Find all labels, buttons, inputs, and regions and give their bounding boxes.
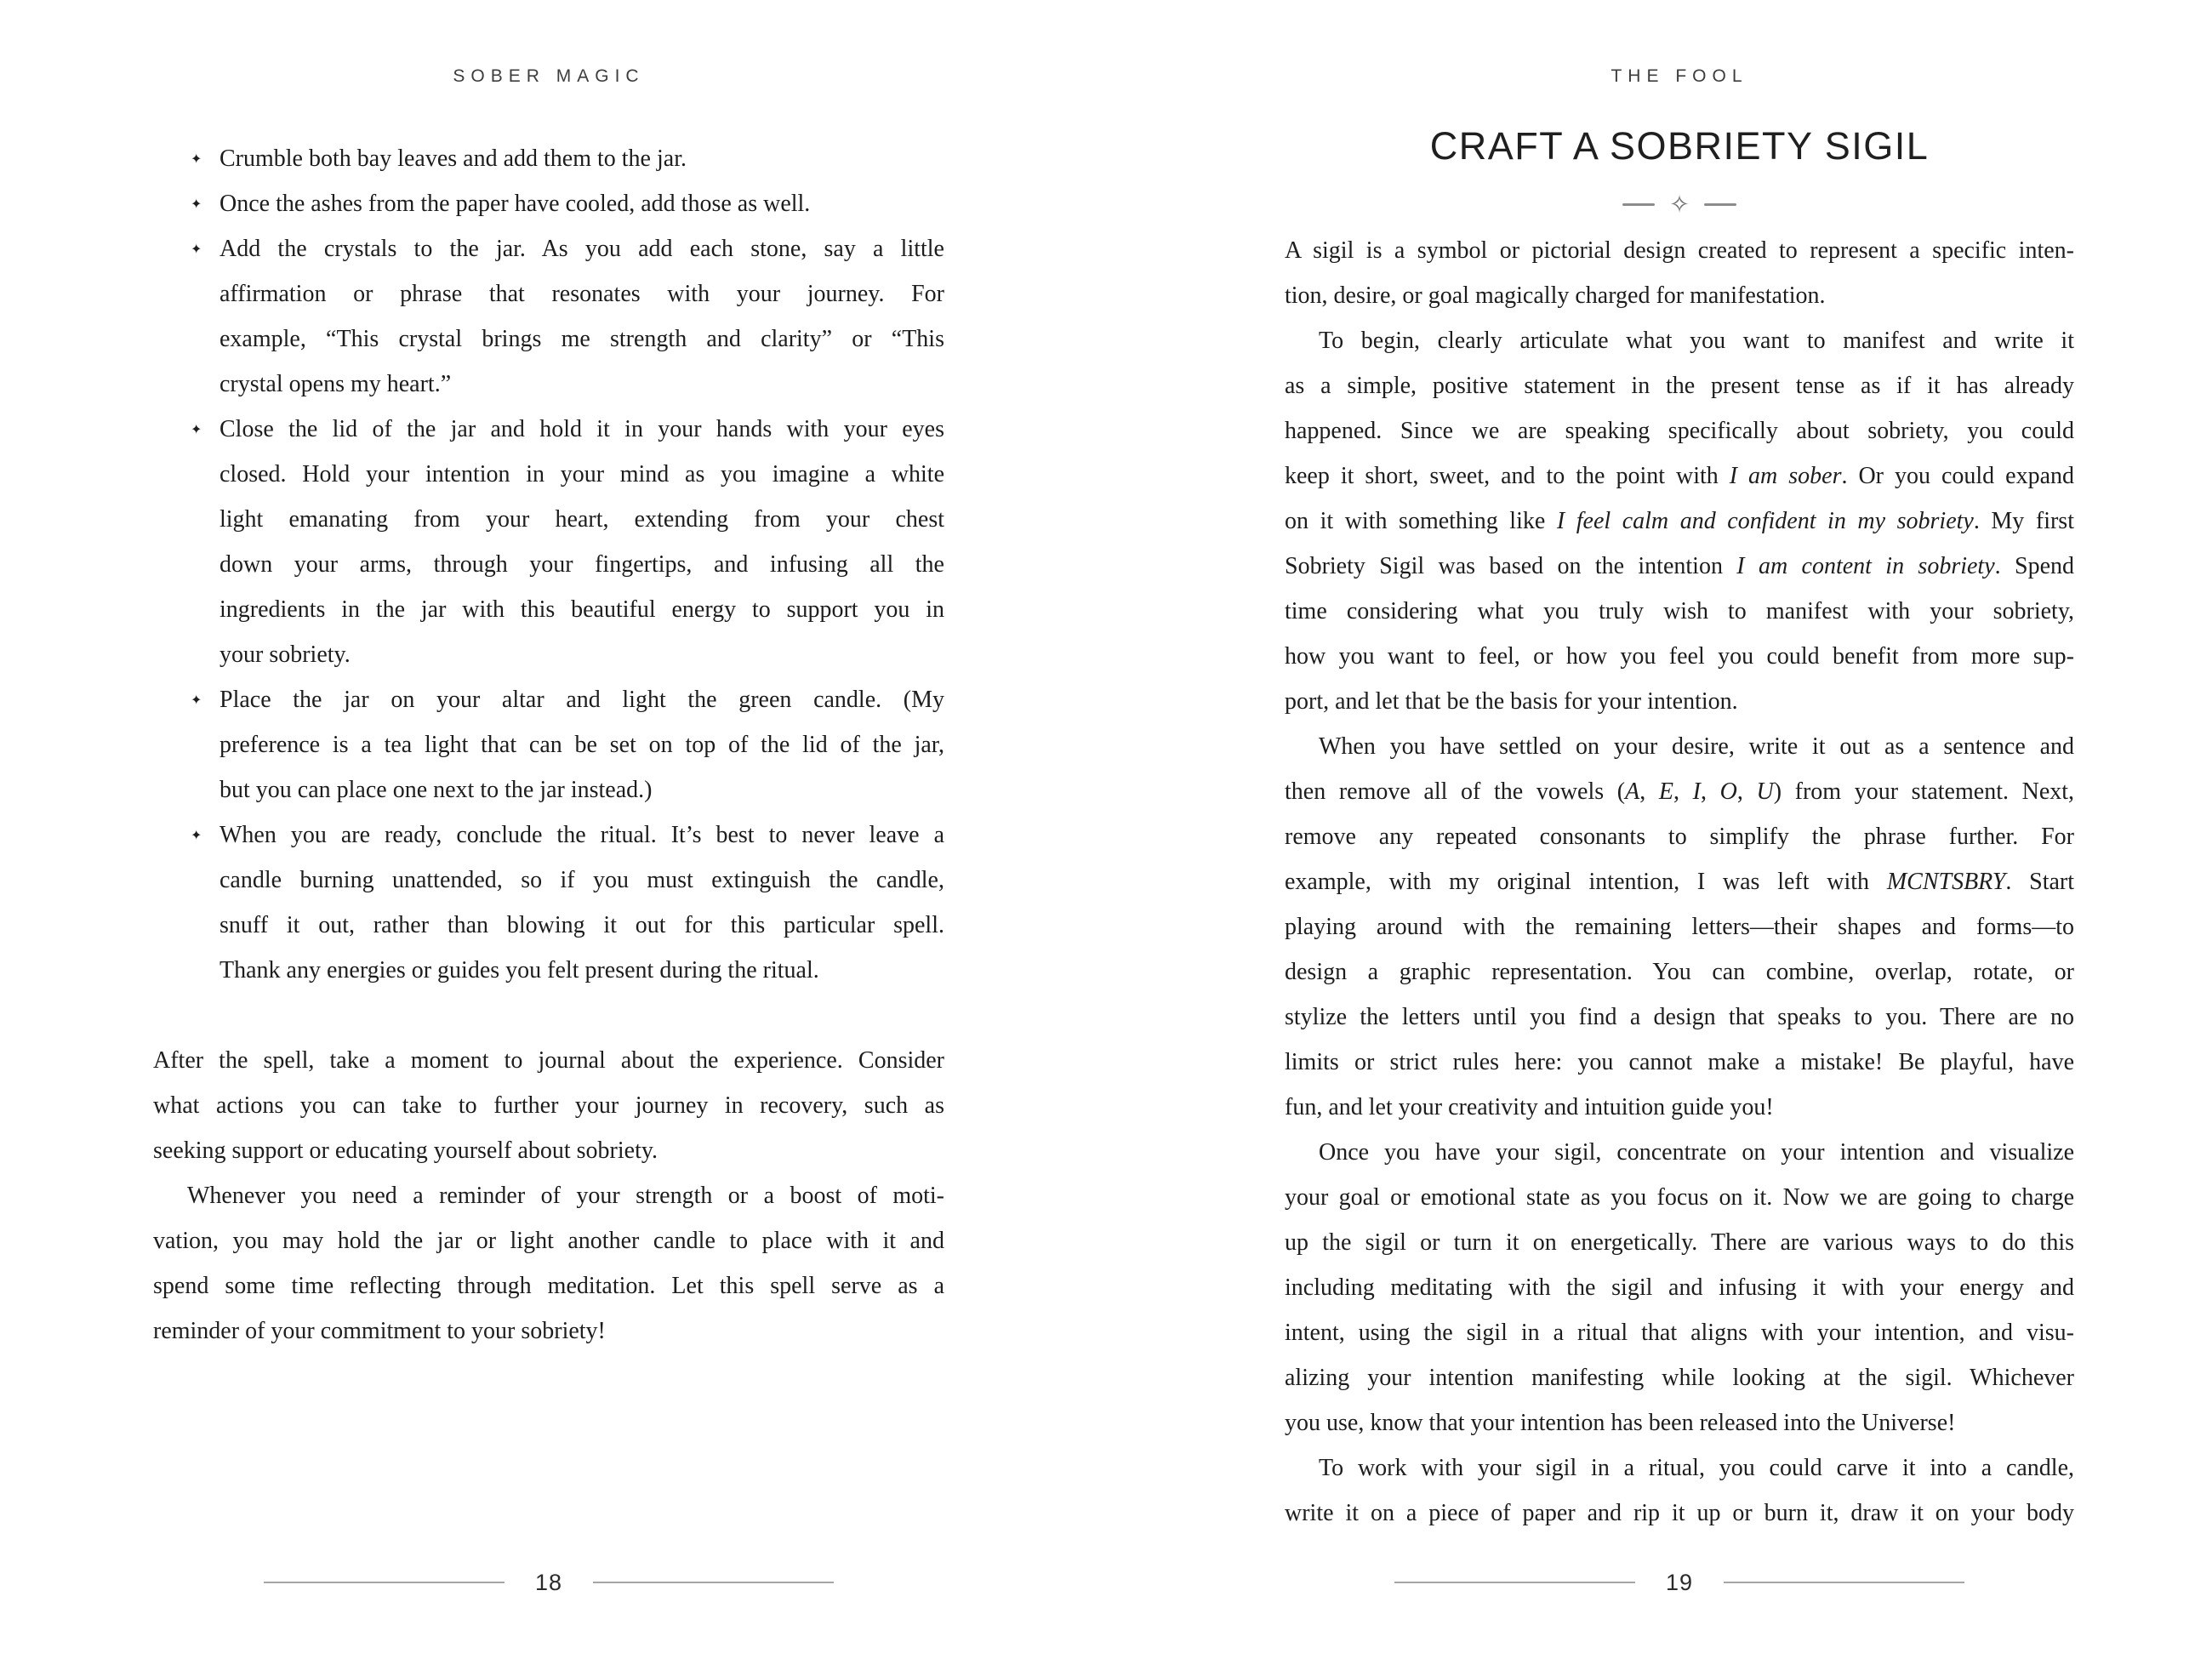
list-item (153, 407, 944, 677)
running-header-left: SOBER MAGIC (453, 66, 645, 86)
paragraph (1285, 1130, 2074, 1445)
text-line: A sigil is a symbol or pictorial design created to represent a specific inten- (1285, 237, 2074, 264)
paragraph (153, 1173, 944, 1354)
text-line: To work with your sigil in a ritual, you could carve it into a candle, (1319, 1455, 2074, 1481)
text-line: spend some time reflecting through meditation. Let this spell serve as a (153, 1273, 944, 1299)
text-line: fun, and let your creativity and intuition guide you! (1285, 1094, 1774, 1120)
footer-rule-right (593, 1582, 834, 1583)
text-line: keep it short, sweet, and to the point with I am sober. Or you could expand (1285, 463, 2075, 489)
text-line: playing around with the remaining letters—their shapes and forms—to (1285, 914, 2074, 940)
text-line: remove any repeated consonants to simplify the phrase further. For (1285, 824, 2074, 850)
text-line: reminder of your commitment to your sobriety! (153, 1318, 606, 1344)
footer-rule-right (1724, 1582, 1964, 1583)
list-item (153, 812, 944, 993)
text-line: intent, using the sigil in a ritual that aligns with your intention, and visu- (1285, 1320, 2074, 1346)
text-line: tion, desire, or goal magically charged for manifestation. (1285, 282, 1826, 309)
text-line: When you are ready, conclude the ritual. It’s best to never leave a (219, 822, 944, 848)
text-line: stylize the letters until you find a design that speaks to you. There are no (1285, 1004, 2074, 1030)
text-line: Close the lid of the jar and hold it in your hands with your eyes (219, 416, 944, 442)
text-line: When you have settled on your desire, write it out as a sentence and (1319, 733, 2074, 760)
text-line: example, “This crystal brings me strength and clarity” or “This (219, 326, 944, 352)
text-line: design a graphic representation. You can combine, overlap, rotate, or (1285, 959, 2074, 985)
ornament (1285, 187, 2074, 221)
text-line: but you can place one next to the jar instead.) (219, 777, 653, 803)
text-line: happened. Since we are speaking specifically about sobriety, you could (1285, 418, 2074, 444)
left-page (153, 0, 944, 1659)
paragraph (153, 1038, 944, 1173)
running-header-right: THE FOOL (1611, 66, 1748, 86)
text-line: After the spell, take a moment to journal about the experience. Consider (153, 1047, 944, 1074)
bullet-list (153, 136, 944, 993)
right-page (1285, 0, 2074, 1659)
text-line: example, with my original intention, I was left with MCNTSBRY. Start (1285, 869, 2074, 895)
text-line: Sobriety Sigil was based on the intention I am content in sobriety. Spend (1285, 553, 2075, 579)
list-item (153, 136, 944, 181)
footer-rule-left (264, 1582, 505, 1583)
four-pointed-star-icon: ✦ (191, 692, 202, 708)
paragraph (1285, 724, 2074, 1130)
text-line: Add the crystals to the jar. As you add each stone, say a little (219, 236, 944, 262)
text-line: snuff it out, rather than blowing it out for this particular spell. (219, 912, 944, 938)
section-title: CRAFT A SOBRIETY SIGIL (1429, 124, 1930, 168)
paragraph (1285, 318, 2074, 724)
four-pointed-star-icon: ✦ (191, 151, 202, 167)
text-line: what actions you can take to further your journey in recovery, such as (153, 1092, 944, 1119)
text-line: candle burning unattended, so if you must extinguish the candle, (219, 867, 944, 893)
text-line: affirmation or phrase that resonates with your journey. For (219, 281, 944, 307)
text-line: Place the jar on your altar and light the green candle. (My (219, 687, 944, 713)
text-line: your goal or emotional state as you focus on it. Now we are going to charge (1285, 1184, 2074, 1211)
ornament-dash-right (1704, 203, 1736, 206)
four-pointed-star-icon: ✦ (191, 241, 202, 257)
text-line: then remove all of the vowels (A, E, I, O, U) from your statement. Next, (1285, 778, 2075, 805)
text-line: you use, know that your intention has been released into the Universe! (1285, 1410, 1956, 1436)
text-line: your sobriety. (219, 641, 351, 668)
page-number-right: 19 (1665, 1569, 1694, 1595)
text-line: light emanating from your heart, extending from your chest (219, 506, 944, 533)
text-line: Once you have your sigil, concentrate on your intention and visualize (1319, 1139, 2074, 1166)
text-line: as a simple, positive statement in the present tense as if it has already (1285, 373, 2074, 399)
text-line: Once the ashes from the paper have cooled, add those as well. (219, 191, 811, 217)
text-line: down your arms, through your fingertips, and infusing all the (219, 551, 944, 578)
paragraph (1285, 1445, 2074, 1536)
left-page-content (153, 136, 944, 1354)
text-line: port, and let that be the basis for your intention. (1285, 688, 1738, 715)
text-line: on it with something like I feel calm and confident in my sobriety. My first (1285, 508, 2074, 534)
text-line: including meditating with the sigil and infusing it with your energy and (1285, 1274, 2074, 1301)
text-line: alizing your intention manifesting while looking at the sigil. Whichever (1285, 1365, 2074, 1391)
text-line: seeking support or educating yourself about sobriety. (153, 1137, 658, 1164)
text-line: how you want to feel, or how you feel you could benefit from more sup- (1285, 643, 2074, 670)
text-line: Crumble both bay leaves and add them to the jar. (219, 145, 687, 172)
text-line: ingredients in the jar with this beautiful energy to support you in (219, 596, 944, 623)
text-line: Whenever you need a reminder of your strength or a boost of moti- (187, 1183, 944, 1209)
four-pointed-star-icon: ✦ (191, 827, 202, 843)
text-line: time considering what you truly wish to manifest with your sobriety, (1285, 598, 2074, 624)
text-line: write it on a piece of paper and rip it up or burn it, draw it on your body (1285, 1500, 2074, 1526)
list-item (153, 181, 944, 226)
left-paragraphs (153, 1038, 944, 1354)
text-line: To begin, clearly articulate what you want to manifest and write it (1319, 328, 2074, 354)
text-line: vation, you may hold the jar or light another candle to place with it and (153, 1228, 944, 1254)
four-pointed-star-outline-icon: ✧ (1668, 189, 1690, 219)
text-line: up the sigil or turn it on energetically. There are various ways to do this (1285, 1229, 2074, 1256)
paragraph (1285, 228, 2074, 318)
page-number-left: 18 (534, 1569, 563, 1595)
right-page-content (1285, 228, 2074, 1536)
ornament-dash-left (1622, 203, 1655, 206)
text-line: closed. Hold your intention in your mind as you imagine a white (219, 461, 944, 487)
left-page-footer (153, 1565, 944, 1599)
four-pointed-star-icon: ✦ (191, 196, 202, 212)
text-line: Thank any energies or guides you felt present during the ritual. (219, 957, 819, 983)
four-pointed-star-icon: ✦ (191, 421, 202, 437)
text-line: crystal opens my heart.” (219, 371, 452, 397)
list-item (153, 677, 944, 812)
text-line: preference is a tea light that can be set on top of the lid of the jar, (219, 732, 944, 758)
footer-rule-left (1394, 1582, 1635, 1583)
right-page-footer (1285, 1565, 2074, 1599)
list-item (153, 226, 944, 407)
text-line: limits or strict rules here: you cannot make a mistake! Be playful, have (1285, 1049, 2074, 1075)
